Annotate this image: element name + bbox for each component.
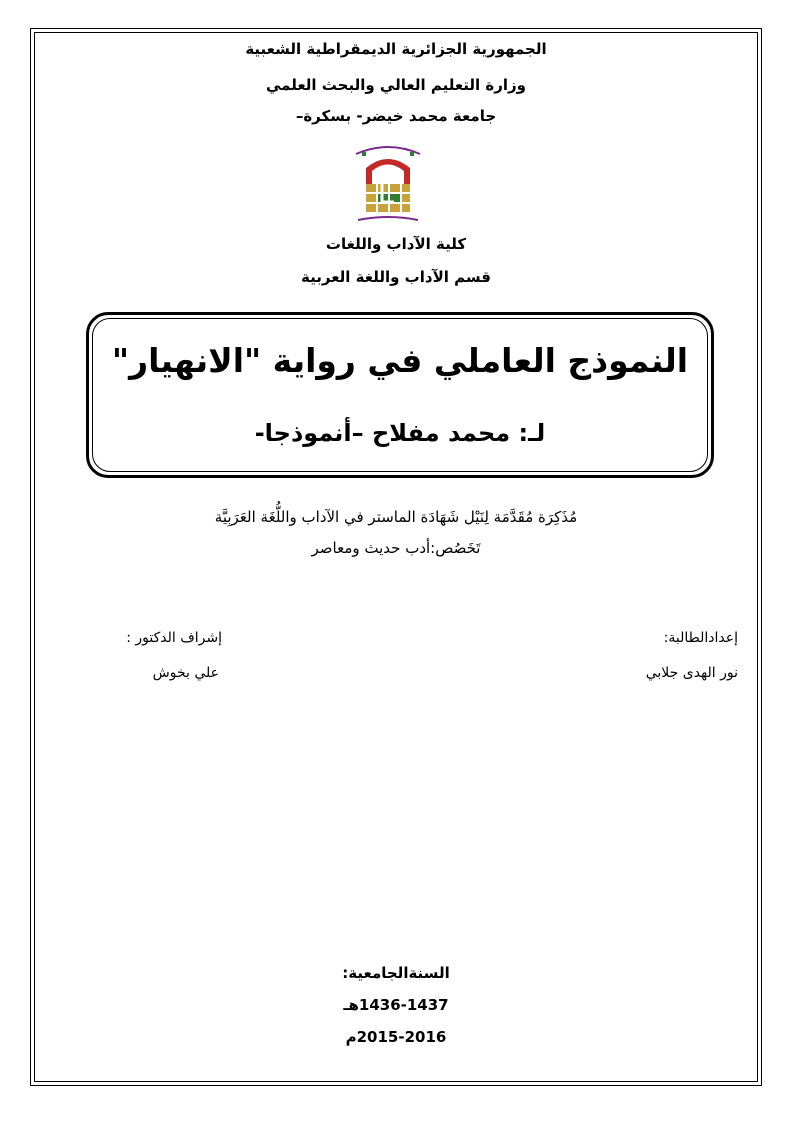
thesis-title: النموذج العاملي في رواية "الانهيار" [111, 341, 689, 380]
thesis-description: مُذَكِرَة مُقَدَّمَة لِنَيْل شَهَادَة الماستر في الآداب واللُّغَة العَرَبِيَّة [214, 508, 578, 526]
university-logo [348, 140, 428, 224]
student-label: إعدادالطالبة: [663, 630, 738, 646]
ministry-heading: وزارة التعليم العالي والبحث العلمي [265, 76, 527, 94]
thesis-author-line: لـ: محمد مفلاح –أنموذجا- [254, 419, 546, 447]
student-name: نور الهدى جلابي [645, 665, 738, 681]
supervisor-label: إشراف الدكتور : [126, 630, 222, 646]
supervisor-name: علي بخوش [152, 665, 219, 681]
academic-year-gregorian: 2015-2016م [345, 1028, 447, 1046]
department-name: قسم الآداب واللغة العربية [301, 268, 491, 286]
specialization: تَخَصُص:أدب حديث ومعاصر [311, 539, 481, 557]
title-box [86, 312, 714, 478]
republic-heading: الجمهورية الجزائرية الديمقراطية الشعبية [245, 40, 547, 58]
academic-year-hijri: 1436-1437هـ [343, 996, 449, 1014]
faculty-name: كلية الآداب واللغات [325, 235, 467, 253]
academic-year-label: السنةالجامعية: [342, 964, 450, 982]
university-heading: جامعة محمد خيضر- بسكرة– [295, 107, 497, 125]
